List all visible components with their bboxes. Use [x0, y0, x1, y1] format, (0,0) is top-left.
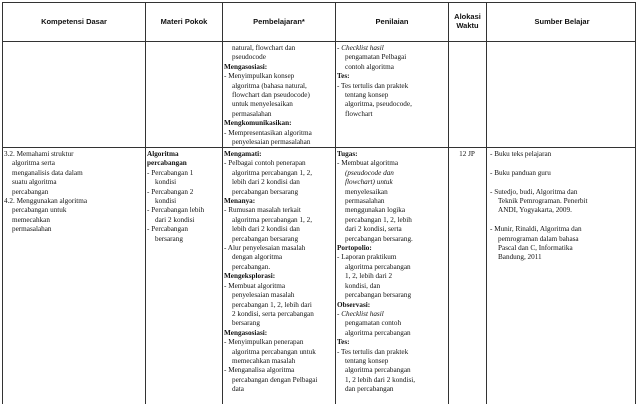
cell-line: - Menyimpulkan konsep	[224, 72, 295, 81]
cell-line: - Sutedjo, budi, Algoritma dan	[490, 187, 578, 196]
cell-line: - Percabangan 2	[147, 187, 194, 196]
cell-line: bersarang	[232, 319, 260, 328]
cell-line: - Mempresentasikan algoritma	[224, 128, 312, 137]
cell-line: 3.2. Memahami struktur	[4, 150, 74, 158]
cell-line: pemrograman dalam bahasa	[498, 234, 579, 243]
header-pembelajaran: Pembelajaran*	[223, 3, 336, 41]
row1-penilaian-cell	[337, 44, 447, 119]
cell-line: - Laporan praktikum	[337, 253, 397, 262]
row1-pembelajaran-cell	[224, 44, 334, 147]
cell-line: algoritma percabangan 1, 2,	[232, 168, 313, 177]
cell-line: penyelesaian masalah	[232, 291, 295, 300]
cell-line: - Percabangan	[147, 225, 188, 234]
table-header-row	[2, 2, 636, 42]
cell-line: - Checklist hasil	[337, 309, 384, 318]
cell-line: algoritma (bahasa natural,	[232, 81, 307, 90]
header-alokasi-waktu: Alokasi Waktu	[449, 3, 487, 41]
cell-line: dengan algoritma	[232, 253, 283, 262]
cell-line: Menanya:	[224, 197, 256, 206]
cell-line: tentang konsep	[345, 356, 389, 365]
cell-line: - Membuat algoritma	[337, 159, 399, 168]
cell-line: - Alur penyelesaian masalah	[224, 244, 306, 253]
header-sumber-belajar: Sumber Belajar	[534, 16, 590, 26]
cell-line: untuk menyelesaikan	[232, 100, 293, 109]
row2-materi-pokok-cell	[147, 150, 221, 244]
cell-line: pseudocode	[232, 53, 266, 62]
cell-line: kondisi	[155, 178, 177, 187]
cell-line: permasalahan	[12, 225, 52, 234]
cell-line: - Buku panduan guru	[490, 168, 551, 177]
cell-line: - Percabangan lebih	[147, 206, 205, 215]
cell-line: percabangan 1, 2, lebih dari	[232, 300, 312, 309]
cell-line: Mengkomunikasikan:	[224, 119, 292, 128]
row2-alokasi-waktu-cell: 12 JP	[459, 150, 475, 158]
row2-penilaian-cell	[337, 150, 447, 395]
cell-line: natural, flowchart dan	[232, 44, 296, 52]
cell-line: percabangan	[147, 159, 187, 168]
cell-line: bersarang	[155, 234, 183, 243]
cell-line: Mengamati:	[224, 150, 262, 158]
cell-line: Algoritma	[147, 150, 179, 158]
cell-line: kondisi	[155, 197, 177, 206]
cell-line: data	[232, 385, 244, 394]
cell-line: algoritma percabangan 1, 2,	[232, 215, 313, 224]
cell-line: dari 2 kondisi	[155, 215, 195, 224]
cell-line: Portopolio:	[337, 244, 372, 253]
cell-line: kondisi, dan	[345, 281, 381, 290]
cell-line: dan percabangan	[345, 385, 394, 394]
cell-line: percabangan	[12, 187, 49, 196]
cell-line: algoritma percabangan untuk	[232, 347, 316, 356]
cell-line: - Pelbagai contoh penerapan	[224, 159, 306, 168]
cell-line: permasalahan	[232, 109, 272, 118]
cell-line: - Tes tertulis dan praktek	[337, 347, 409, 356]
cell-line: pengamatan contoh	[345, 319, 402, 328]
cell-line: flowchart	[345, 109, 373, 118]
cell-line: algoritma percabangan	[345, 262, 411, 271]
cell-line: dari 2 kondisi, serta	[345, 225, 402, 234]
cell-line: flowchart dan pseudocode)	[232, 91, 310, 100]
cell-line: percabangan.	[232, 262, 271, 271]
grid-line	[486, 42, 487, 404]
cell-line: contoh algoritma	[345, 62, 394, 71]
cell-line: permasalahan	[345, 197, 385, 206]
cell-line: flowchart) untuk	[345, 178, 393, 187]
cell-line: percabangan untuk	[12, 206, 67, 215]
cell-line: memecahkan	[12, 215, 50, 224]
cell-line: (pseudocode dan	[345, 168, 394, 177]
cell-line: Observasi:	[337, 300, 371, 309]
cell-line: suatu algoritma	[12, 178, 57, 187]
cell-line: - Checklist hasil	[337, 44, 384, 52]
row2-sumber-belajar-cell	[490, 150, 634, 263]
cell-line: algoritma percabangan	[345, 366, 411, 375]
header-kompetensi-dasar: Kompetensi Dasar	[3, 3, 146, 41]
cell-line: menyelesaikan	[345, 187, 388, 196]
cell-line: Tes:	[337, 338, 350, 347]
cell-line: lebih dari 2 kondisi dan	[232, 225, 300, 234]
cell-line: - Buku teks pelajaran	[490, 150, 552, 158]
grid-line	[335, 42, 336, 404]
header-penilaian: Penilaian	[336, 3, 449, 41]
cell-line: - Percabangan 1	[147, 168, 194, 177]
cell-line: - Rumusan masalah terkait	[224, 206, 301, 215]
cell-line: Bandung, 2011	[498, 253, 542, 262]
cell-line: memecahkan masalah	[232, 356, 296, 365]
row2-kompetensi-dasar-cell	[4, 150, 144, 235]
header-materi-pokok: Materi Pokok	[146, 3, 223, 41]
cell-line: Teknik Pemrograman. Penerbit	[498, 197, 588, 206]
cell-line: percabangan bersarang	[232, 187, 299, 196]
cell-line: Pascal dan C, Informatika	[498, 244, 573, 253]
cell-line: - Tes tertulis dan praktek	[337, 81, 409, 90]
cell-line	[490, 178, 634, 187]
cell-line: percabangan dengan Pelbagai	[232, 375, 318, 384]
cell-line: - Menyimpulkan penerapan	[224, 338, 304, 347]
cell-line: lebih dari 2 kondisi dan	[232, 178, 300, 187]
cell-line: percabangan bersarang.	[345, 234, 413, 243]
cell-line: - Membuat algoritma	[224, 281, 286, 290]
cell-line: algoritma percabangan	[345, 328, 411, 337]
cell-line: percabangan bersarang	[345, 291, 412, 300]
grid-line	[2, 42, 3, 404]
cell-line: algoritma serta	[12, 159, 55, 168]
cell-line	[490, 159, 634, 168]
cell-line: percabangan 1, 2, lebih	[345, 215, 412, 224]
cell-line: ANDI, Yogyakarta, 2009.	[498, 206, 572, 215]
cell-line: - Menganalisa algoritma	[224, 366, 295, 375]
cell-line: 4.2. Menggunakan algoritma	[4, 197, 88, 206]
cell-line: algoritma, pseudocode,	[345, 100, 412, 109]
cell-line: penyelesaian permasalahan	[232, 138, 311, 147]
grid-line	[635, 42, 636, 404]
cell-line: tentang konsep	[345, 91, 389, 100]
grid-line	[448, 42, 449, 404]
cell-line: percabangan bersarang	[232, 234, 299, 243]
cell-line	[490, 216, 634, 225]
cell-line: 2 kondisi, serta percabangan	[232, 309, 314, 318]
cell-line: Tes:	[337, 72, 350, 81]
cell-line: 1, 2, lebih dari 2	[345, 272, 393, 281]
cell-line: menggunakan logika	[345, 206, 406, 215]
cell-line: Mengasosiasi:	[224, 328, 268, 337]
cell-line: menganalisis data dalam	[12, 168, 83, 177]
row2-pembelajaran-cell	[224, 150, 334, 395]
cell-line: - Munir, Rinaldi, Algoritma dan	[490, 225, 582, 234]
grid-line	[222, 42, 223, 404]
cell-line: Tugas:	[337, 150, 358, 158]
grid-line	[145, 42, 146, 404]
cell-line: 1, 2 lebih dari 2 kondisi,	[345, 375, 416, 384]
cell-line: pengamatan Pelbagai	[345, 53, 407, 62]
cell-line: Mengeksplorasi:	[224, 272, 276, 281]
cell-line: Mengasosiasi:	[224, 62, 268, 71]
